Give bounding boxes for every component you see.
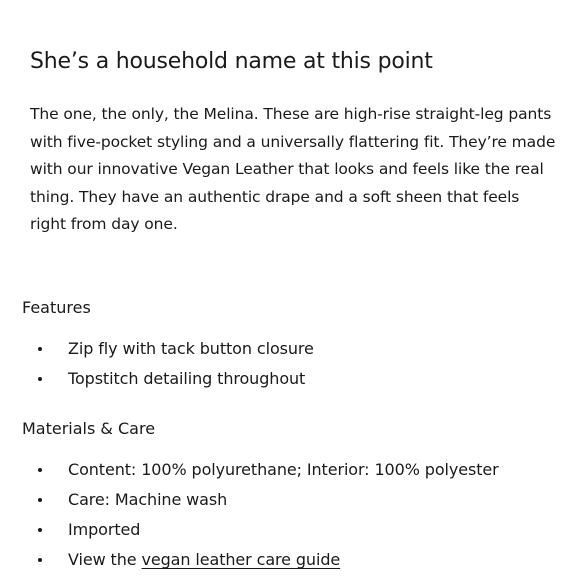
features-list (0, 336, 314, 396)
features-title: Features (22, 298, 91, 317)
bullet-icon (38, 558, 42, 562)
materials-care-title: Materials & Care (22, 419, 156, 438)
care-guide-link[interactable]: vegan leather care guide (141, 550, 341, 569)
list-item (0, 547, 499, 577)
list-item (0, 517, 499, 547)
list-item (0, 487, 499, 517)
bullet-icon (38, 347, 42, 351)
list-item (0, 366, 314, 396)
list-item-text: Zip fly with tack button closure (68, 339, 314, 358)
list-item-text: Topstitch detailing throughout (68, 369, 306, 388)
list-item (0, 457, 499, 487)
list-item-text: Imported (68, 520, 141, 539)
bullet-icon (38, 528, 42, 532)
list-item (0, 336, 314, 366)
bullet-icon (38, 377, 42, 381)
bullet-icon (38, 498, 42, 502)
care-guide-prefix: View the (68, 550, 142, 569)
list-item-text: Content: 100% polyurethane; Interior: 100% polyester (68, 460, 499, 479)
materials-care-list (0, 457, 499, 577)
product-heading: She’s a household name at this point (30, 49, 433, 74)
bullet-icon (38, 468, 42, 472)
list-item-text: Care: Machine wash (68, 490, 228, 509)
product-description: The one, the only, the Melina. These are high-rise straight-leg pants with five-pocket styling and a universally flattering fit. They’re made with our innovative Vegan Leather that looks and feels like the real thing. They have an authentic drape and a soft sheen that feels right from day one. (30, 105, 556, 233)
